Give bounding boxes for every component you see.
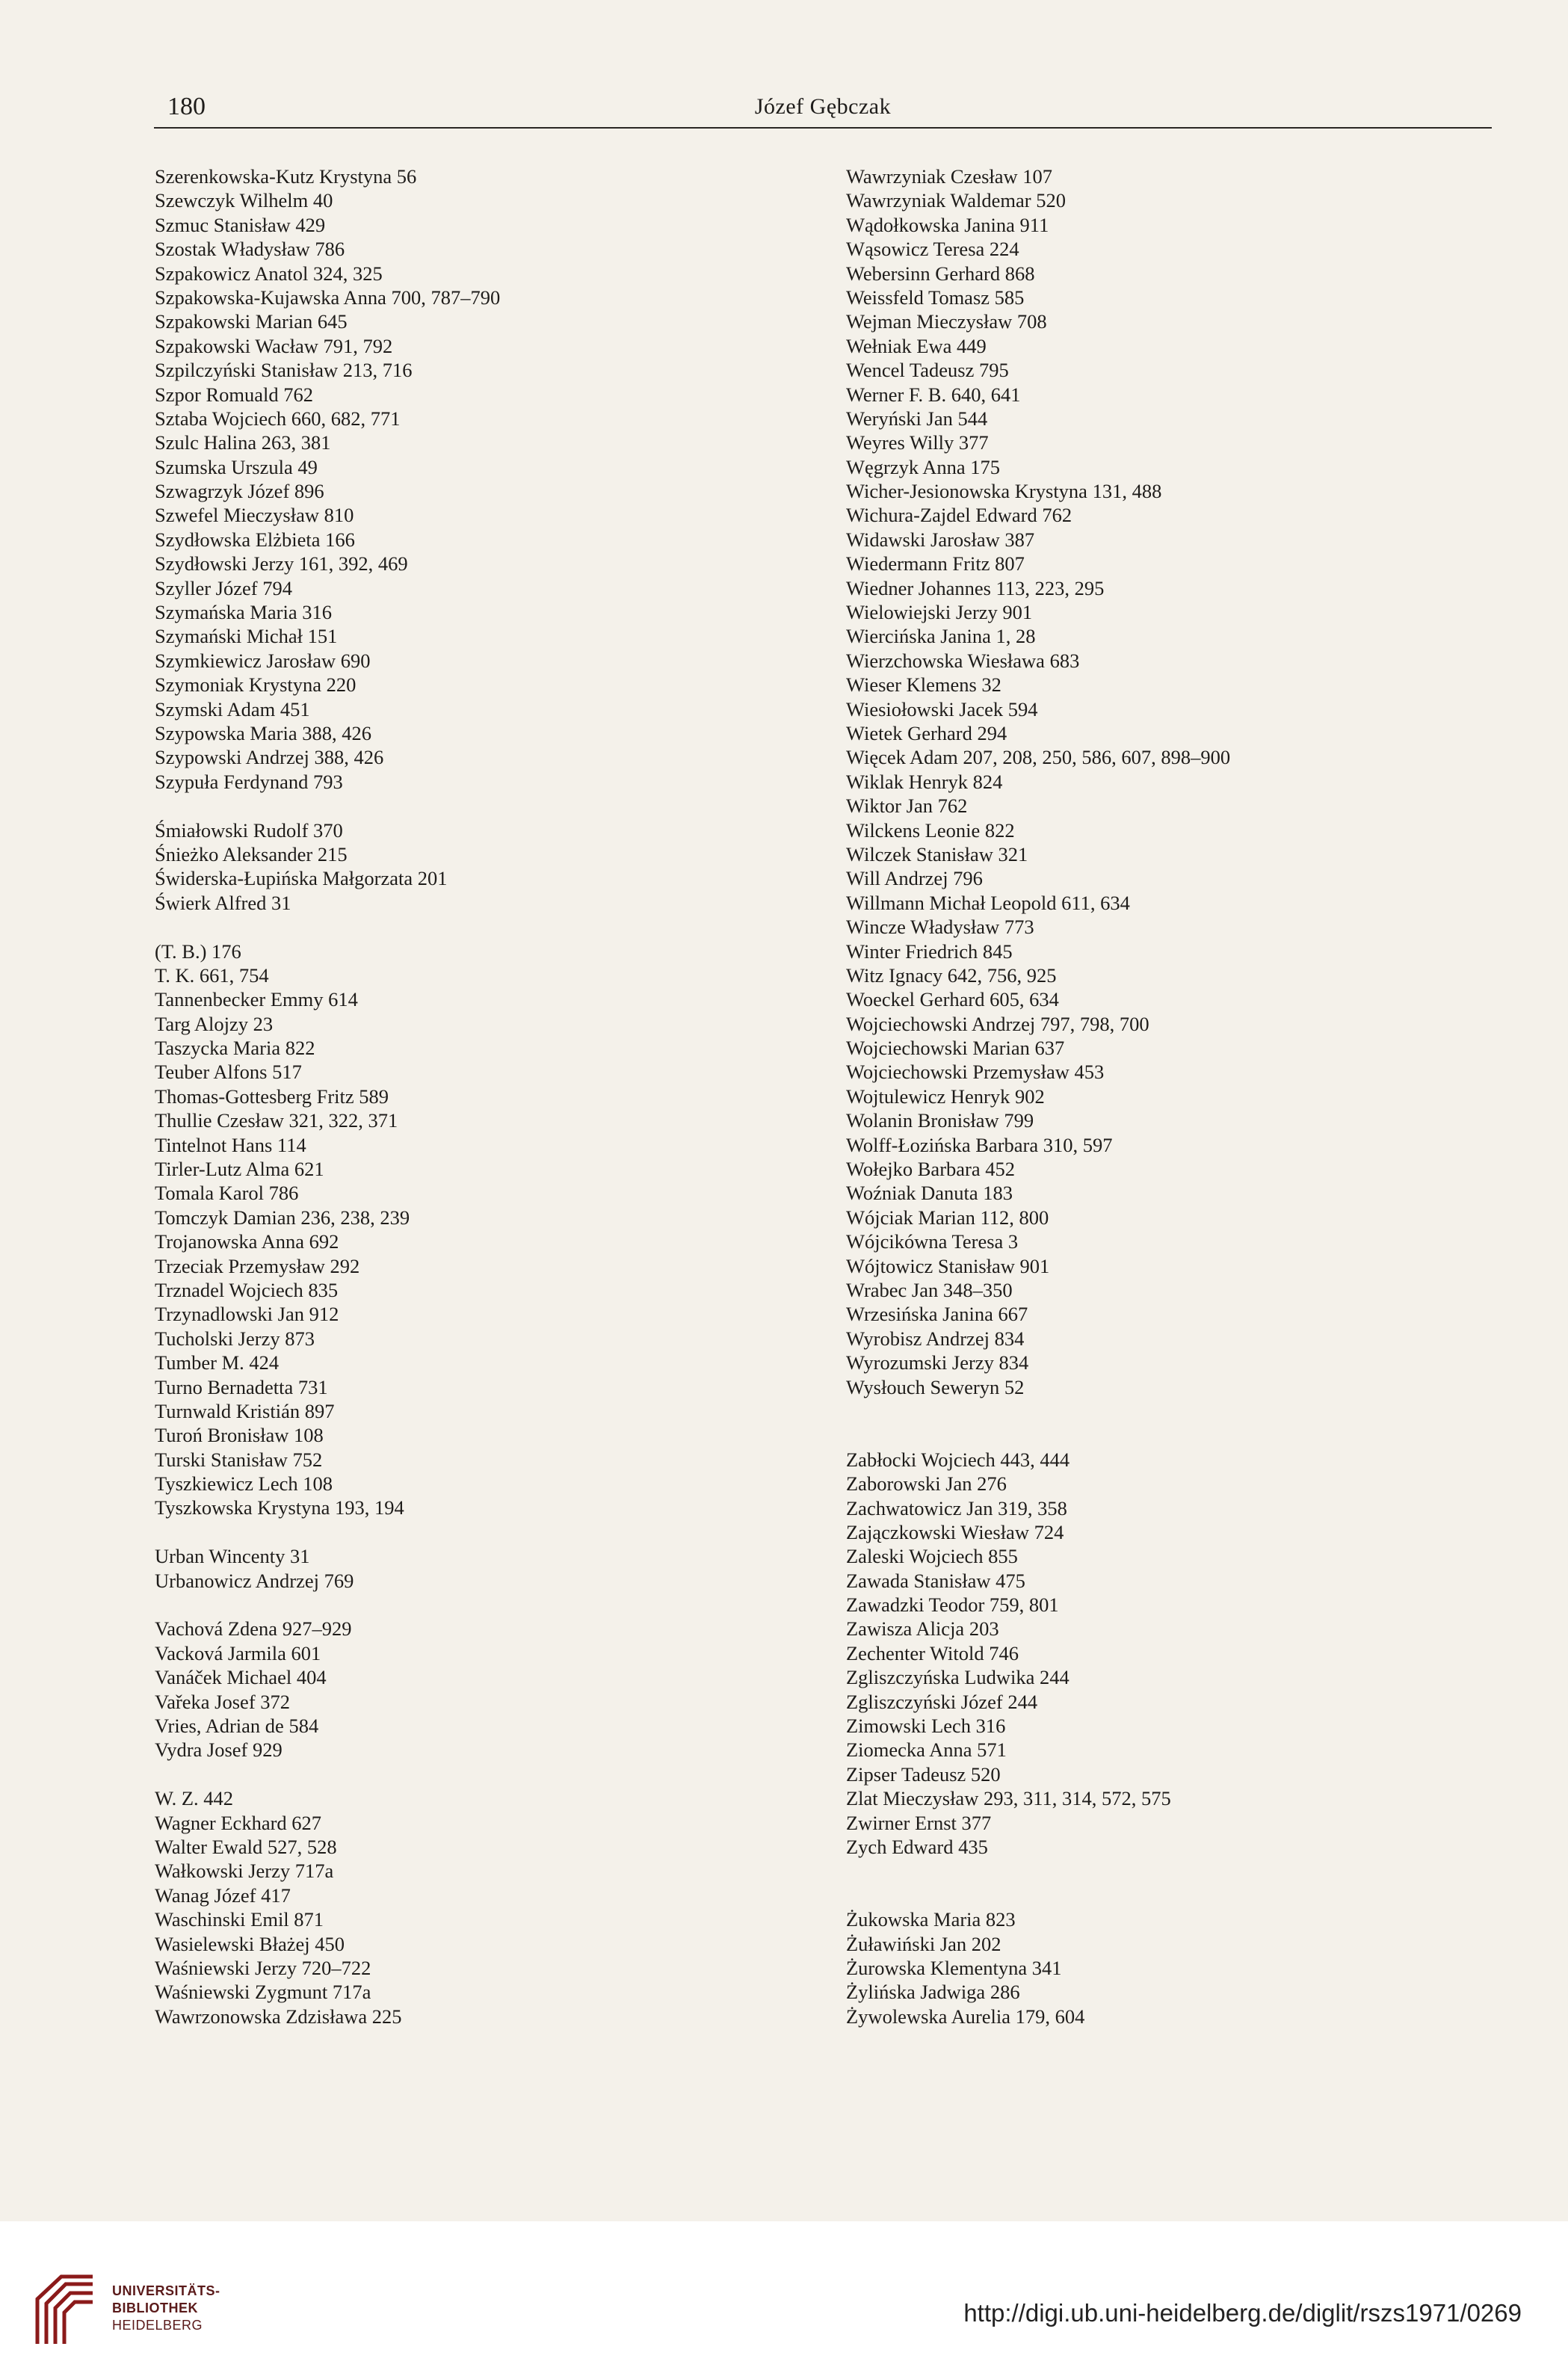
index-entry: Zabłocki Wojciech 443, 444 [846,1448,1070,1471]
index-entry: Zgliszczyński Józef 244 [846,1690,1038,1713]
index-entry: Thomas-Gottesberg Fritz 589 [155,1084,389,1108]
index-entry: Vachová Zdena 927–929 [155,1617,352,1641]
index-entry: Wrzesińska Janina 667 [846,1303,1028,1326]
index-entry: Tirler-Lutz Alma 621 [155,1158,324,1181]
index-entry: Sztaba Wojciech 660, 682, 771 [155,407,401,430]
index-entry: Vařeka Josef 372 [155,1690,291,1713]
index-entry: Vacková Jarmila 601 [155,1641,321,1664]
index-entry: Wójtowicz Stanisław 901 [846,1254,1050,1277]
index-entry: Wencel Tadeusz 795 [846,359,1009,382]
index-entry: Winter Friedrich 845 [846,939,1013,963]
index-entry: Vries, Adrian de 584 [155,1715,319,1737]
index-entry: Weryński Jan 544 [846,407,988,430]
index-entry: Zawada Stanisław 475 [846,1569,1025,1592]
index-entry: Wiktor Jan 762 [846,794,968,818]
index-entry: Zgliszczyńska Ludwika 244 [846,1666,1069,1689]
index-entry: Wiesiołowski Jacek 594 [846,697,1038,721]
page-header [154,90,1492,129]
index-entry: Urbanowicz Andrzej 769 [155,1569,354,1592]
index-entry: Szpakowicz Anatol 324, 325 [155,262,383,285]
index-entry: Waśniewski Zygmunt 717a [155,1981,371,2004]
index-entry: Zimowski Lech 316 [846,1715,1006,1738]
index-entry: Żuławiński Jan 202 [846,1932,1001,1955]
index-entry: Wincze Władysław 773 [846,916,1034,939]
index-entry: Trznadel Wojciech 835 [155,1278,339,1301]
index-entry: Żywolewska Aurelia 179, 604 [846,2005,1085,2028]
index-entry: Tannenbecker Emmy 614 [155,988,358,1011]
page-footer [0,2221,1568,2379]
index-entry: Wawrzyniak Waldemar 520 [846,189,1066,212]
index-entry: Woeckel Gerhard 605, 634 [846,988,1059,1011]
index-entry: Szwefel Mieczysław 810 [155,504,354,527]
index-entry: Wieser Klemens 32 [846,673,1001,697]
index-entry: Wojciechowski Marian 637 [846,1037,1065,1060]
index-entry: Wietek Gerhard 294 [846,721,1007,744]
index-entry: Wiedermann Fritz 807 [846,552,1025,576]
library-name-line-3: HEIDELBERG [112,2318,203,2333]
index-entry: Wielowiejski Jerzy 901 [846,601,1033,624]
index-entry: Wejman Mieczysław 708 [846,310,1047,333]
index-entry: Willmann Michał Leopold 611, 634 [846,891,1130,914]
index-entry: Żukowska Maria 823 [846,1908,1016,1931]
index-entry: Wolanin Bronisław 799 [846,1109,1034,1132]
index-entry: Świerk Alfred 31 [155,891,291,914]
index-entry: Zajączkowski Wiesław 724 [846,1520,1064,1543]
index-entry: Szymański Michał 151 [155,625,338,648]
index-entry: Wasielewski Błażej 450 [155,1932,345,1955]
index-entry: Waśniewski Jerzy 720–722 [155,1956,371,1979]
library-name [112,2283,220,2334]
index-entry: Żylińska Jadwiga 286 [846,1981,1020,2004]
page-number: 180 [167,93,206,120]
index-entry: Szulc Halina 263, 381 [155,431,331,454]
index-entry: Tyszkowska Krystyna 193, 194 [155,1496,404,1519]
index-entry: Tumber M. 424 [155,1351,280,1374]
index-entry: Wiercińska Janina 1, 28 [846,625,1036,648]
index-entry: Zachwatowicz Jan 319, 358 [846,1496,1067,1519]
index-entry: Zechenter Witold 746 [846,1641,1019,1664]
index-entry: Szpakowska-Kujawska Anna 700, 787–790 [155,286,501,309]
index-entry: Taszycka Maria 822 [155,1037,315,1060]
index-entry: Świderska-Łupińska Małgorzata 201 [155,867,448,890]
index-entry: Trzynadlowski Jan 912 [155,1303,339,1326]
index-entry: Tyszkiewicz Lech 108 [155,1472,333,1496]
index-entry: Więcek Adam 207, 208, 250, 586, 607, 898–900 [846,746,1231,769]
index-entry: Trojanowska Anna 692 [155,1230,339,1253]
index-entry: Turnwald Kristián 897 [155,1399,335,1422]
index-entry: Szydłowski Jerzy 161, 392, 469 [155,552,408,576]
running-title: Józef Gębczak [754,94,892,119]
index-entry: Szerenkowska-Kutz Krystyna 56 [155,165,417,188]
index-entry: Zipser Tadeusz 520 [846,1762,1001,1786]
index-entry: Teuber Alfons 517 [155,1061,302,1084]
index-entry: Szymkiewicz Jarosław 690 [155,649,371,672]
index-entry: Vydra Josef 929 [155,1738,283,1762]
index-entry: Wałkowski Jerzy 717a [155,1860,334,1883]
index-entry: Weyres Willy 377 [846,431,989,454]
index-entry: Zych Edward 435 [846,1835,988,1858]
index-entry: Szymski Adam 451 [155,697,310,721]
index-entry: Szpakowski Wacław 791, 792 [155,334,393,357]
index-entry: Wójciak Marian 112, 800 [846,1206,1049,1229]
index-entry: Szyller Józef 794 [155,576,292,599]
index-entry: Wilckens Leonie 822 [846,818,1015,842]
index-entry: Wicher-Jesionowska Krystyna 131, 488 [846,480,1162,503]
index-entry: Vanáček Michael 404 [155,1666,327,1689]
index-entry: Tomczyk Damian 236, 238, 239 [155,1206,410,1229]
index-entry: Szewczyk Wilhelm 40 [155,189,333,212]
index-entry: Wojciechowski Przemysław 453 [846,1061,1105,1084]
index-entry: Wąsowicz Teresa 224 [846,238,1019,261]
index-entry: Wichura-Zajdel Edward 762 [846,504,1072,527]
index-entry: Tucholski Jerzy 873 [155,1327,315,1350]
index-entry: Witz Ignacy 642, 756, 925 [846,963,1057,987]
index-entry: Wyrozumski Jerzy 834 [846,1351,1029,1374]
index-entry: Zlat Mieczysław 293, 311, 314, 572, 575 [846,1787,1171,1810]
index-entry: Szydłowska Elżbieta 166 [155,528,355,551]
index-entry: Widawski Jarosław 387 [846,528,1035,551]
index-entry: Szypuła Ferdynand 793 [155,770,343,793]
index-entry: Wrabec Jan 348–350 [846,1278,1013,1301]
index-entry: Szymańska Maria 316 [155,601,332,624]
index-entry: Ziomecka Anna 571 [846,1738,1007,1762]
index-entry: Targ Alojzy 23 [155,1012,274,1035]
index-entry: Szpor Romuald 762 [155,383,313,406]
index-entry: Wawrzyniak Czesław 107 [846,165,1053,188]
index-entry: Woźniak Danuta 183 [846,1182,1013,1205]
index-entry: Tintelnot Hans 114 [155,1133,306,1156]
index-entry: Webersinn Gerhard 868 [846,262,1035,285]
source-url[interactable]: http://digi.ub.uni-heidelberg.de/diglit/rszs1971/0269 [963,2299,1522,2327]
university-library-logo-icon [31,2269,99,2351]
index-entry: Wójcikówna Teresa 3 [846,1230,1019,1253]
index-entry: Zaleski Wojciech 855 [846,1545,1018,1568]
index-entry: Węgrzyk Anna 175 [846,455,1001,478]
index-entry: W. Z. 442 [155,1787,234,1810]
index-entry: Wądołkowska Janina 911 [846,213,1049,236]
index-entry: Wysłouch Seweryn 52 [846,1375,1025,1398]
index-entry: Urban Wincenty 31 [155,1545,310,1568]
index-entry: Śmiałowski Rudolf 370 [155,818,343,842]
index-entry: Szumska Urszula 49 [155,455,318,478]
index-entry: Turski Stanisław 752 [155,1448,323,1471]
index-entry: Wierzchowska Wiesława 683 [846,649,1080,672]
index-entry: Turno Bernadetta 731 [155,1375,328,1398]
index-entry: Zwirner Ernst 377 [846,1811,992,1834]
index-entry: Wiklak Henryk 824 [846,770,1003,793]
index-entry: Szpakowski Marian 645 [155,310,348,333]
index-entry: Walter Ewald 527, 528 [155,1835,337,1858]
index-entry: Will Andrzej 796 [846,867,983,890]
index-entry: Śnieżko Aleksander 215 [155,842,348,865]
index-entry: Szmuc Stanisław 429 [155,213,326,236]
index-entry: Wagner Eckhard 627 [155,1811,322,1834]
index-entry: Szymoniak Krystyna 220 [155,673,356,697]
index-entry: Zawisza Alicja 203 [846,1617,999,1641]
index-entry: T. K. 661, 754 [155,963,269,987]
index-entry: Wyrobisz Andrzej 834 [846,1327,1025,1350]
index-entry: Zawadzki Teodor 759, 801 [846,1593,1059,1617]
index-entry: Waschinski Emil 871 [155,1908,324,1931]
index-column-right [846,164,1504,2028]
index-entry: Szwagrzyk Józef 896 [155,480,324,503]
index-entry: (T. B.) 176 [155,939,241,963]
index-entry: Trzeciak Przemysław 292 [155,1254,360,1277]
index-entry: Thullie Czesław 321, 322, 371 [155,1109,398,1132]
index-entry: Tomala Karol 786 [155,1182,299,1205]
index-entry: Turoń Bronisław 108 [155,1424,324,1447]
index-entry: Wojciechowski Andrzej 797, 798, 700 [846,1012,1149,1035]
index-entry: Szypowski Andrzej 388, 426 [155,746,384,769]
index-entry: Wilczek Stanisław 321 [846,842,1028,865]
index-entry: Wanag Józef 417 [155,1883,291,1907]
index-entry: Szostak Władysław 786 [155,238,345,261]
index-entry: Wolff-Łozińska Barbara 310, 597 [846,1133,1113,1156]
index-entry: Wawrzonowska Zdzisława 225 [155,2005,402,2028]
index-entry: Szypowska Maria 388, 426 [155,721,371,744]
index-entry: Weissfeld Tomasz 585 [846,286,1025,309]
index-column-left [155,164,812,2028]
index-entry: Wełniak Ewa 449 [846,334,987,357]
index-entry: Szpilczyński Stanisław 213, 716 [155,359,413,382]
index-entry: Wojtulewicz Henryk 902 [846,1084,1045,1108]
library-name-line-2: BIBLIOTHEK [112,2301,198,2315]
index-entry: Żurowska Klementyna 341 [846,1956,1062,1979]
index-entry: Wołejko Barbara 452 [846,1158,1015,1181]
index-entry: Zaborowski Jan 276 [846,1472,1007,1496]
index-entry: Wiedner Johannes 113, 223, 295 [846,576,1105,599]
library-name-line-1: UNIVERSITÄTS- [112,2283,220,2298]
index-entry: Werner F. B. 640, 641 [846,383,1021,406]
